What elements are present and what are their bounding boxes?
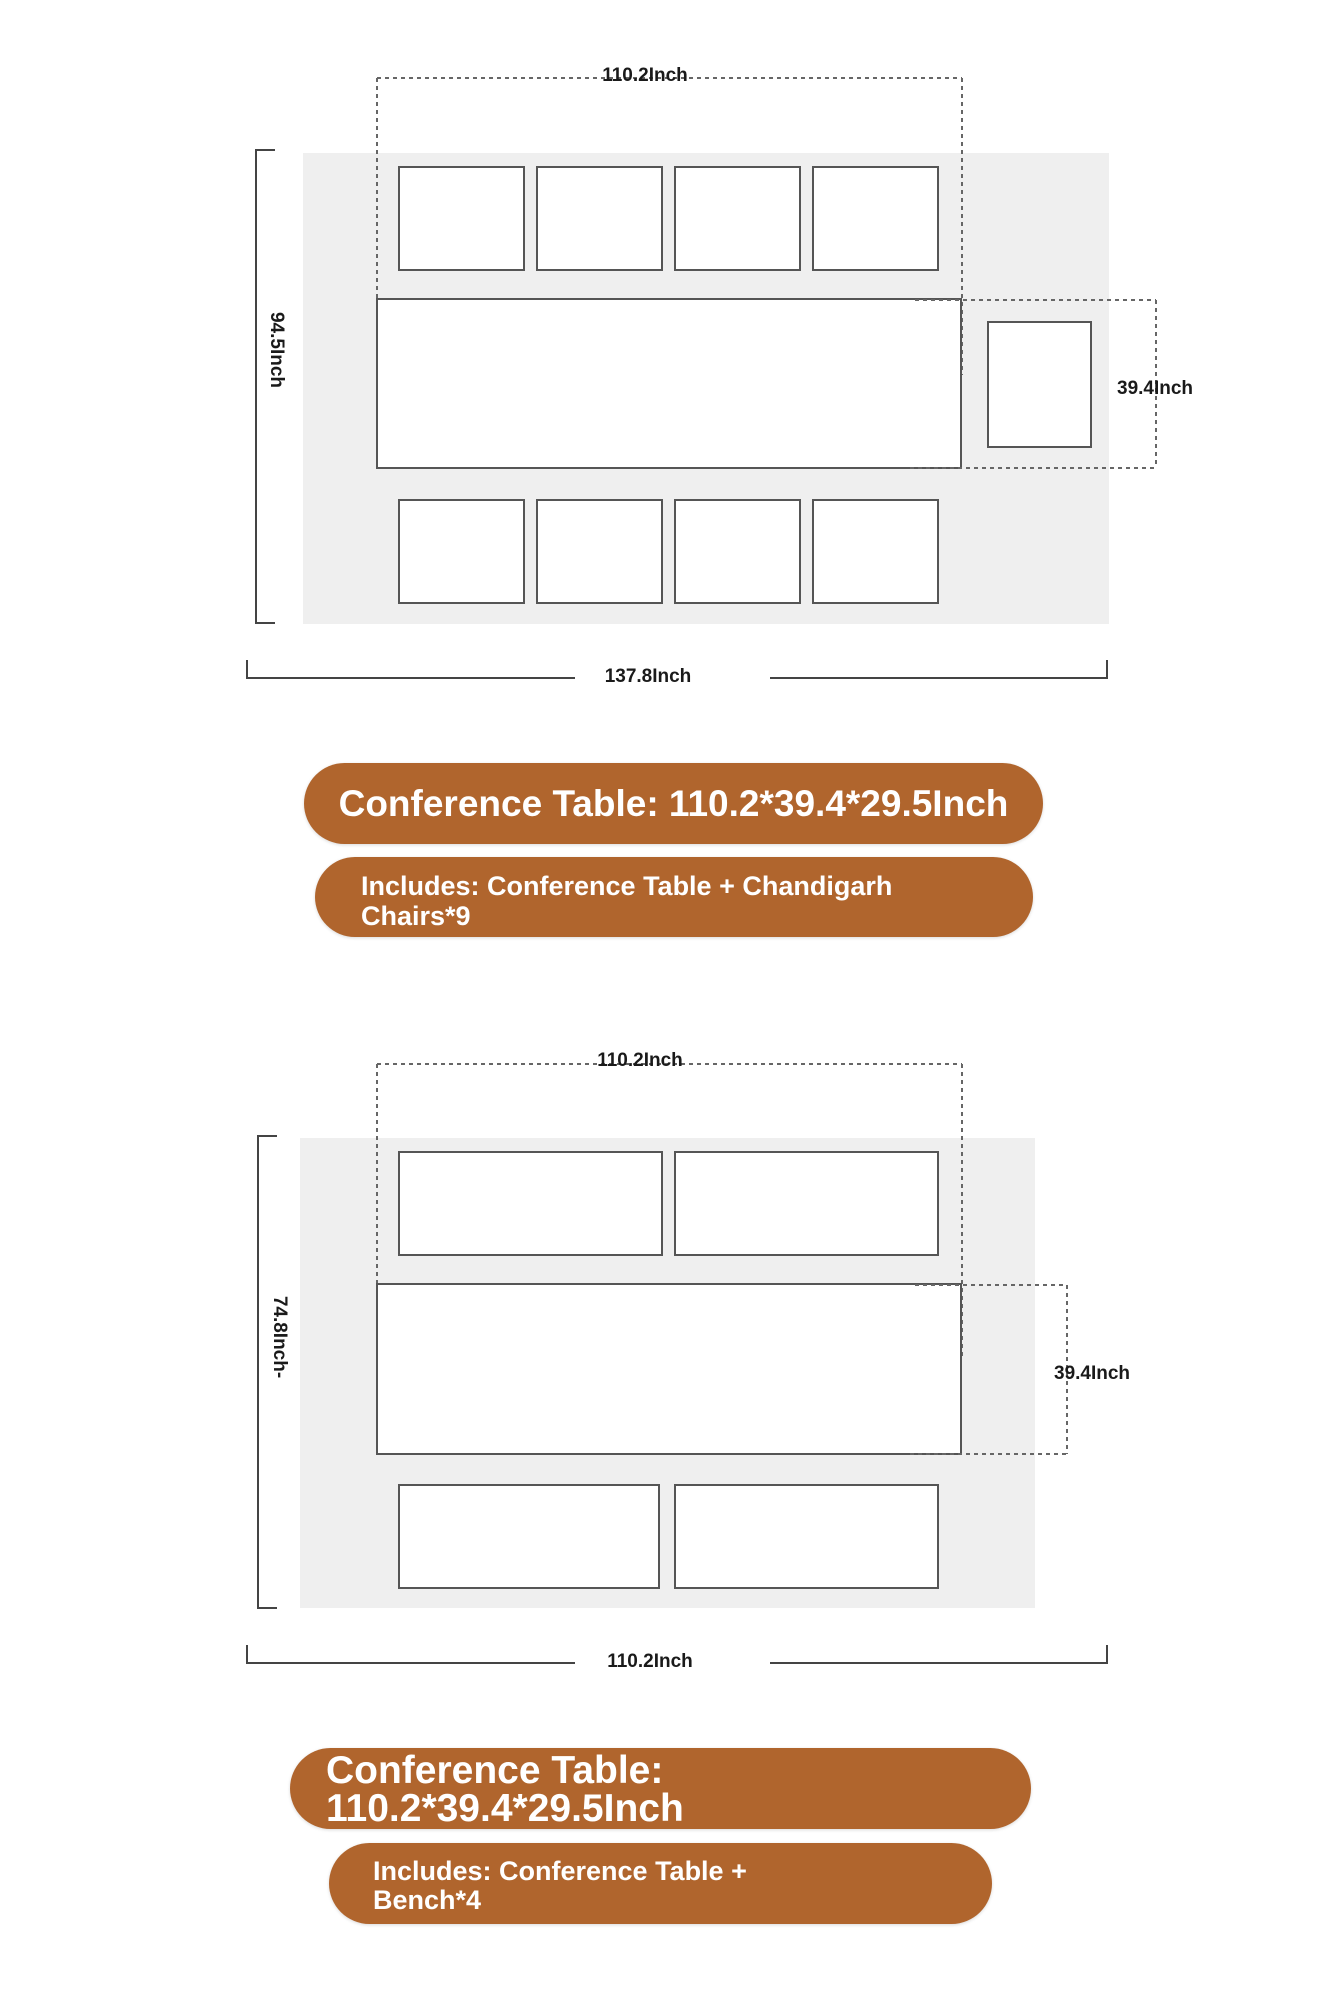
layout1-chair [537, 167, 662, 270]
layout1-dim-right-label: 39.4Inch [1117, 378, 1194, 399]
layout2-dim-bottom-label: 110.2Inch [607, 1651, 693, 1672]
layout1-diagram [247, 65, 1193, 687]
layout2-diagram [247, 1050, 1130, 1672]
layout1-dim-top-label: 110.2Inch [602, 65, 688, 86]
layout1-chair [399, 500, 524, 603]
layout1-chair [537, 500, 662, 603]
layout2-bench [399, 1152, 662, 1255]
layout2-includes-line2: Bench*4 [373, 1885, 482, 1915]
layout1-chair [675, 167, 800, 270]
layout2-bench [675, 1485, 938, 1588]
layout1-dim-bottom-label: 137.8Inch [604, 666, 692, 687]
layout1-end-chair [988, 322, 1091, 447]
layout1-title: Conference Table: 110.2*39.4*29.5Inch [338, 783, 1009, 824]
layout2-includes-line1: Includes: Conference Table + [373, 1856, 747, 1886]
layout2-dim-left-label: 74.8Inch- [269, 1295, 290, 1379]
layout2-includes-banner [329, 1843, 992, 1924]
layout2-dim-right-label: 39.4Inch [1054, 1363, 1131, 1384]
layout1-includes-banner [315, 857, 1033, 937]
layout1-conference-table [377, 299, 961, 468]
layout1-chair [675, 500, 800, 603]
layout1-chair [813, 167, 938, 270]
layout1-chair [399, 167, 524, 270]
layout2-title-line1: Conference Table: [326, 1749, 664, 1792]
layout1-title-banner [304, 763, 1043, 844]
layout2-title-line2: 110.2*39.4*29.5Inch [326, 1787, 684, 1830]
layout1-chair [813, 500, 938, 603]
layout1-dim-left-label: 94.5Inch [266, 311, 287, 389]
layout2-title-banner [290, 1748, 1031, 1829]
layout1-includes: Includes: Conference Table + Chandigarh Chairs*9 [361, 871, 893, 931]
layout2-bench [675, 1152, 938, 1255]
layout2-dim-top-label: 110.2Inch [597, 1050, 683, 1071]
layout2-bench [399, 1485, 659, 1588]
layout2-conference-table [377, 1284, 961, 1454]
